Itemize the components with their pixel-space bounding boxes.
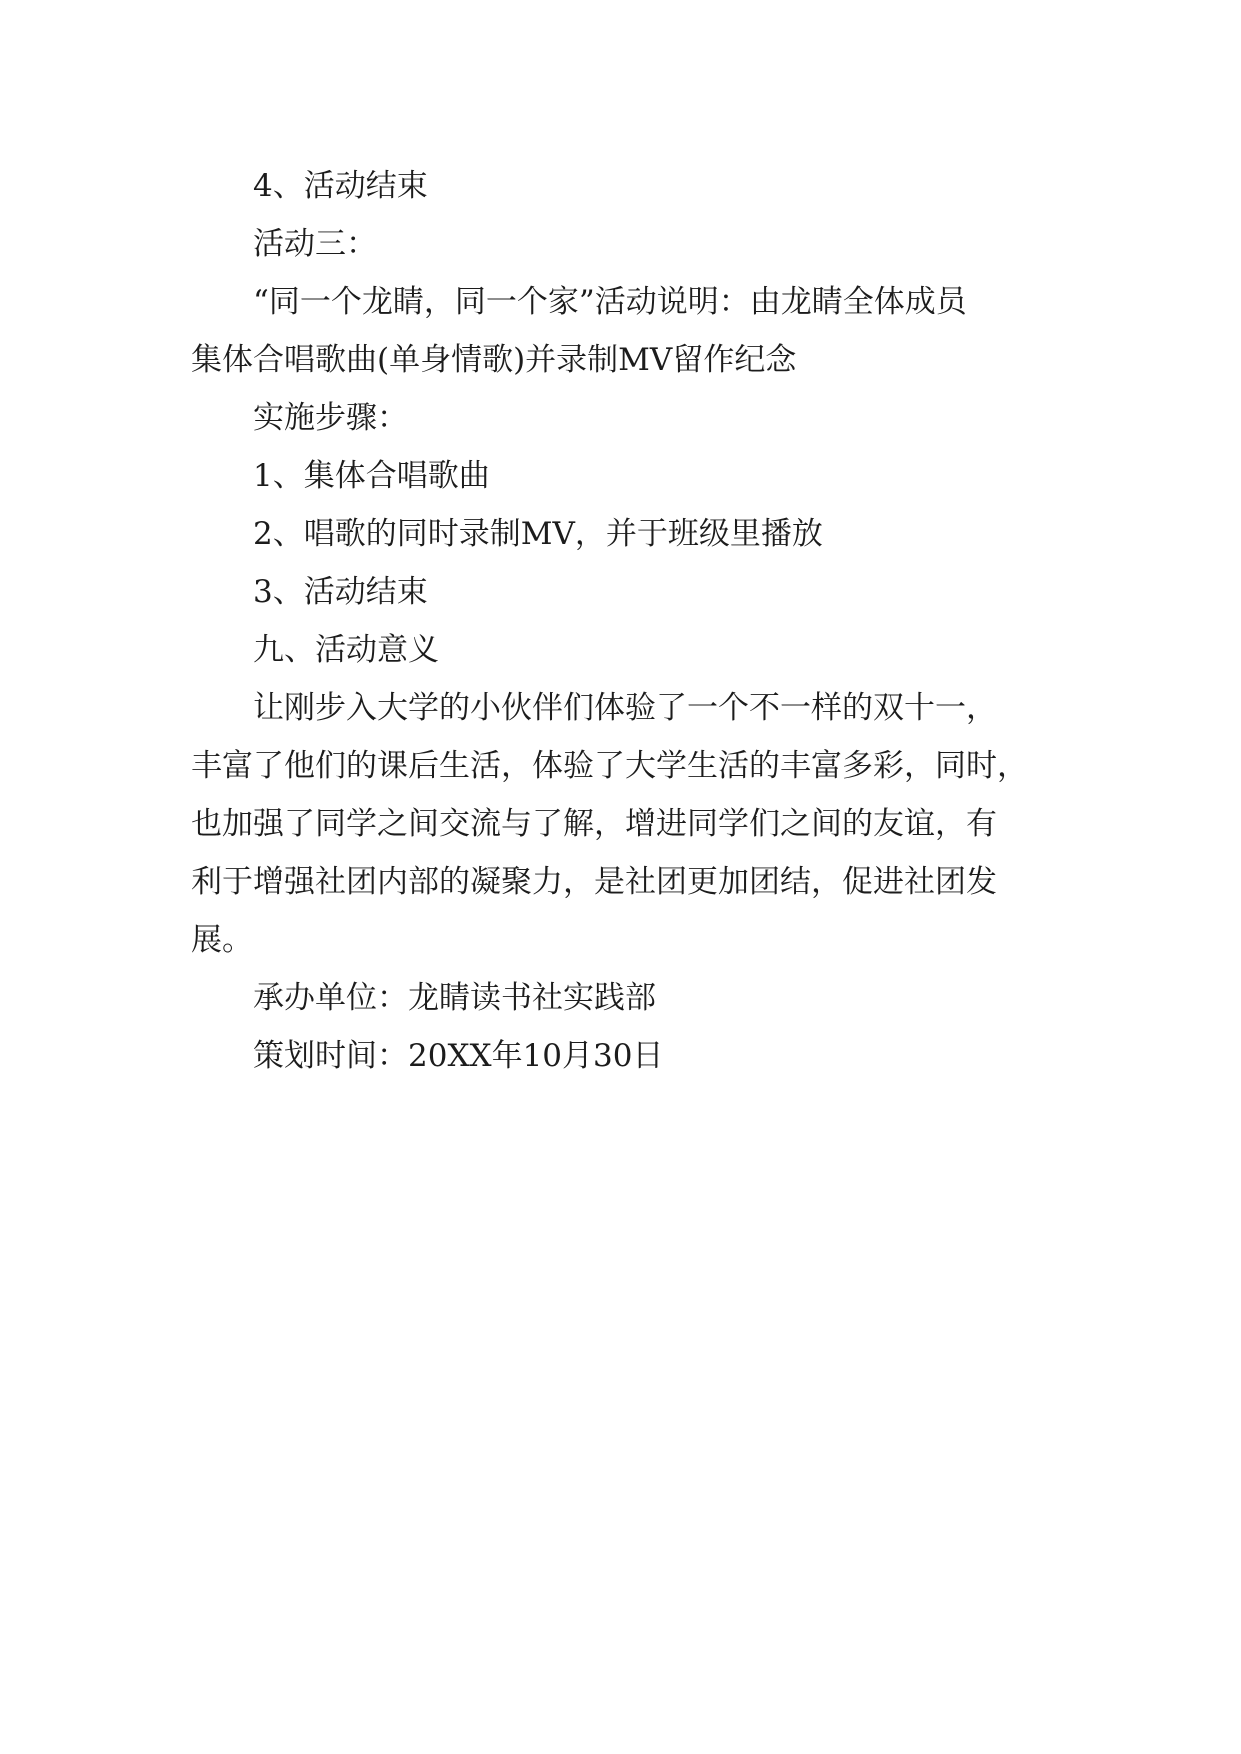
significance-line-2: 丰富了他们的课后生活，体验了大学生活的丰富多彩，同时， [191, 748, 1028, 784]
section-nine-heading: 九、活动意义 [253, 632, 439, 668]
step-3: 3、活动结束 [253, 574, 428, 610]
organizer-line: 承办单位：龙睛读书社实践部 [253, 980, 656, 1016]
significance-line-3: 也加强了同学之间交流与了解，增进同学们之间的友谊，有 [191, 806, 997, 842]
planning-date-line: 策划时间：20XX年10月30日 [253, 1038, 664, 1074]
document-body [191, 157, 1051, 1085]
step-4-activity-end: 4、活动结束 [253, 168, 428, 204]
activity-description-line-1: “同一个龙睛，同一个家”活动说明：由龙睛全体成员 [253, 284, 967, 320]
step-1: 1、集体合唱歌曲 [253, 458, 490, 494]
significance-line-4: 利于增强社团内部的凝聚力，是社团更加团结，促进社团发 [191, 864, 997, 900]
step-2: 2、唱歌的同时录制MV，并于班级里播放 [253, 516, 823, 552]
significance-line-1: 让刚步入大学的小伙伴们体验了一个不一样的双十一， [253, 690, 997, 726]
activity-description-line-2: 集体合唱歌曲(单身情歌)并录制MV留作纪念 [191, 342, 797, 378]
activity-three-heading: 活动三： [253, 226, 377, 262]
implementation-steps-heading: 实施步骤： [253, 400, 408, 436]
significance-line-5: 展。 [191, 922, 253, 958]
